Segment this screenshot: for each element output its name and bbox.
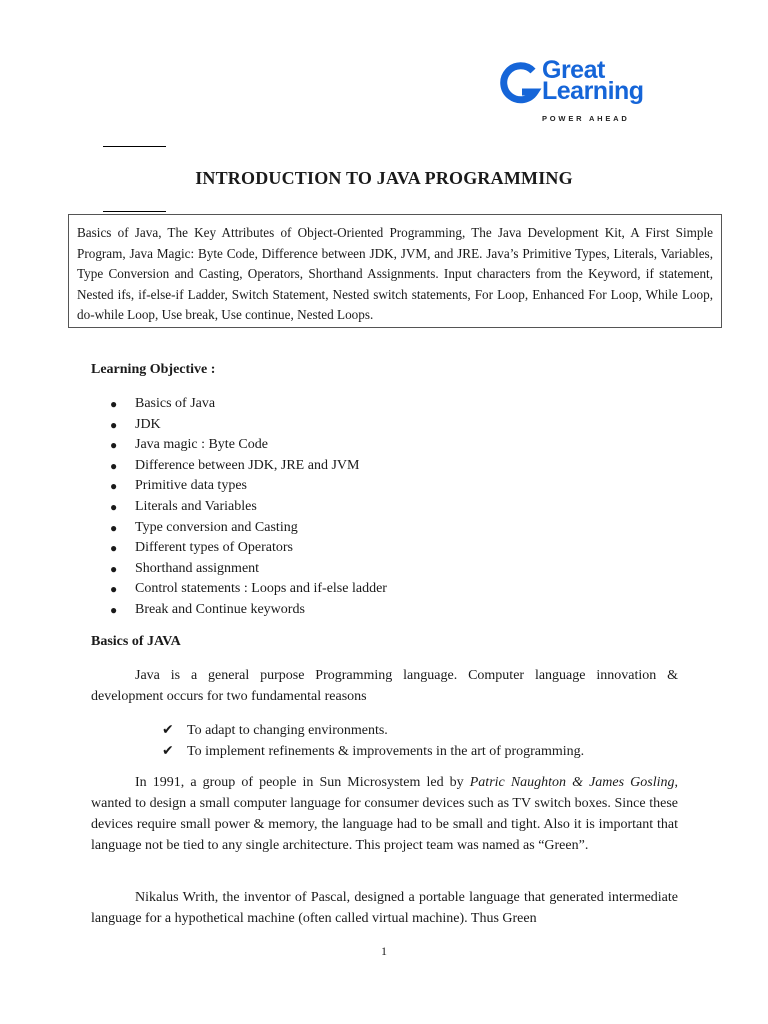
objective-text: Type conversion and Casting <box>135 519 298 535</box>
great-learning-logo <box>500 58 660 128</box>
checkmark-icon: ✔ <box>162 743 174 759</box>
title-rule-top <box>103 146 166 147</box>
objective-text: Different types of Operators <box>135 540 293 556</box>
page-number: 1 <box>381 944 387 958</box>
objective-text: Primitive data types <box>135 478 247 494</box>
bullet-icon: ● <box>110 520 118 535</box>
great-learning-g-icon <box>500 62 542 110</box>
list-item <box>110 435 387 456</box>
pascal-paragraph: Nikalus Writh, the inventor of Pascal, designed a portable language that generated intermediate language for a hypothetical machine (often called virtual machine). Thus Green <box>91 890 678 926</box>
bullet-icon: ● <box>110 602 118 617</box>
list-item <box>110 559 387 580</box>
bullet-icon: ● <box>110 499 118 514</box>
objective-text: Break and Continue keywords <box>135 601 305 617</box>
list-item <box>110 538 387 559</box>
objective-text: JDK <box>135 416 161 432</box>
list-item <box>110 497 387 518</box>
history-text-end: , wanted to design a small computer language for consumer devices such as TV switch boxes. Since these devices require small power & memory, the language had to be small and tight. Also it is important that language not be tied to any single architecture. This project team was named as “Green”. <box>91 775 678 853</box>
bullet-icon: ● <box>110 458 118 473</box>
list-item <box>110 476 387 497</box>
list-item <box>110 600 387 621</box>
logo-line-1: Great <box>542 56 605 84</box>
basics-of-java-heading: Basics of JAVA <box>91 634 181 649</box>
bullet-icon: ● <box>110 417 118 432</box>
page-title: INTRODUCTION TO JAVA PROGRAMMING <box>195 168 573 188</box>
objective-text: Literals and Variables <box>135 498 257 514</box>
objective-text: Difference between JDK, JRE and JVM <box>135 457 360 473</box>
list-item <box>110 394 387 415</box>
bullet-icon: ● <box>110 397 118 411</box>
list-item <box>162 741 584 762</box>
objective-text: Basics of Java <box>135 396 216 411</box>
bullet-icon: ● <box>110 541 118 556</box>
objective-text: Java magic : Byte Code <box>135 437 268 453</box>
reasons-checklist <box>162 720 584 762</box>
list-item <box>110 518 387 539</box>
history-text-start: In 1991, a group of people in Sun Microsystem led by <box>135 775 470 790</box>
bullet-icon: ● <box>110 479 118 494</box>
learning-objective-heading: Learning Objective : <box>91 362 216 377</box>
logo-wordmark <box>542 56 644 105</box>
bullet-icon: ● <box>110 561 118 576</box>
list-item <box>110 456 387 477</box>
history-paragraph <box>91 772 678 856</box>
bullet-icon: ● <box>110 582 118 597</box>
topics-summary-box <box>68 214 722 328</box>
objective-text: Control statements : Loops and if-else ladder <box>135 581 387 597</box>
learning-objectives-list <box>110 394 387 621</box>
title-rule-bottom <box>103 211 166 212</box>
list-item <box>162 720 584 741</box>
bullet-icon: ● <box>110 438 118 453</box>
basics-paragraph-1: Java is a general purpose Programming language. Computer language innovation & development occurs for two fundamental reasons <box>91 668 678 704</box>
inventor-names: Patric Naughton & James Gosling <box>469 775 675 790</box>
logo-line-2: Learning <box>542 77 644 105</box>
checkmark-icon: ✔ <box>162 722 174 738</box>
list-item <box>110 579 387 600</box>
topics-summary-text: Basics of Java, The Key Attributes of Object-Oriented Programming, The Java Development Kit, A First Simple Program, Java Magic: Byte Code, Difference between JDK, JVM, and JRE. Java’s Primitive Types, Literals, Variables, Type Conversion and Casting, Operators, Shorthand Assignments. Input characters from the Keyword, if statement, Nested ifs, if-else-if Ladder, Switch Statement, Nested switch statements, For Loop, Enhanced For Loop, While Loop, do-while Loop, Use break, Use continue, Nested Loops. <box>77 225 713 323</box>
list-item <box>110 415 387 436</box>
objective-text: Shorthand assignment <box>135 560 260 576</box>
logo-tagline: POWER AHEAD <box>542 114 630 123</box>
reason-text: To adapt to changing environments. <box>187 723 388 738</box>
reason-text: To implement refinements & improvements in the art of programming. <box>187 744 585 759</box>
